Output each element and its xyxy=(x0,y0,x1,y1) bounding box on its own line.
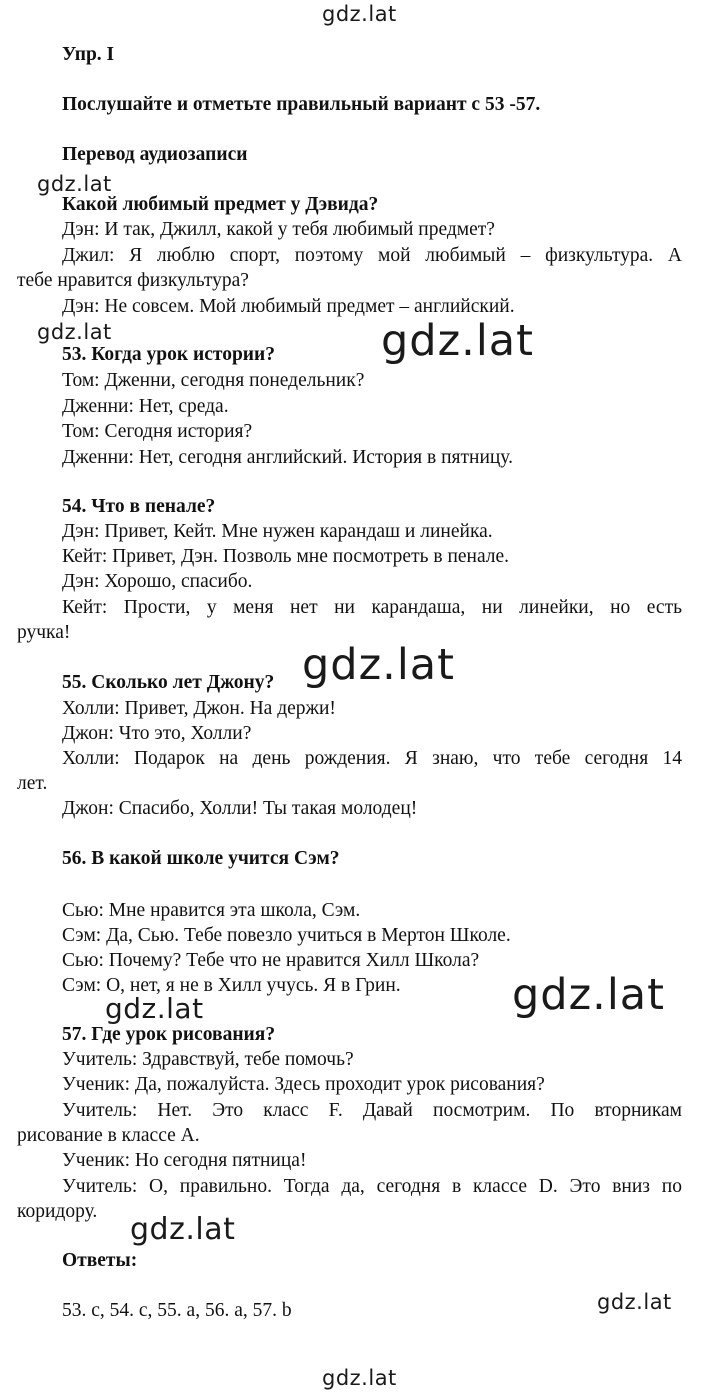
dialog-line: коридору. xyxy=(17,1201,98,1222)
task-instruction: Послушайте и отметьте правильный вариант с 53 -57. xyxy=(62,94,541,115)
dialog-line: рисование в классе A. xyxy=(17,1125,200,1146)
watermark-large: gdz.lat xyxy=(381,316,534,366)
question-54: 54. Что в пенале? xyxy=(62,496,216,517)
dialog-line: Учитель: Здравствуй, тебе помочь? xyxy=(62,1049,354,1070)
dialog-line: тебе нравится физкультура? xyxy=(17,270,249,291)
dialog-line: Учитель: О, правильно. Тогда да, сегодня в классе D. Это вниз по xyxy=(62,1176,682,1197)
dialog-line: Том: Сегодня история? xyxy=(62,421,253,442)
watermark: gdz.lat xyxy=(37,320,112,344)
dialog-line: Дженни: Нет, среда. xyxy=(62,396,229,417)
watermark: gdz.lat xyxy=(105,992,204,1025)
dialog-line: Кейт: Прости, у меня нет ни карандаша, ни линейки, но есть xyxy=(62,597,682,618)
dialog-line: Джил: Я люблю спорт, поэтому мой любимый – физкультура. А xyxy=(62,245,682,266)
dialog-line: Учитель: Нет. Это класс F. Давай посмотрим. По вторникам xyxy=(62,1100,682,1121)
answers-title: Ответы: xyxy=(62,1250,138,1271)
transcript-title: Перевод аудиозаписи xyxy=(62,144,248,165)
dialog-line: Том: Дженни, сегодня понедельник? xyxy=(62,370,365,391)
question-55: 55. Сколько лет Джону? xyxy=(62,672,275,693)
dialog-line: ручка! xyxy=(17,622,71,643)
dialog-line: лет. xyxy=(17,773,48,794)
dialog-line: Сью: Почему? Тебе что не нравится Хилл Школа? xyxy=(62,950,480,971)
watermark-large: gdz.lat xyxy=(512,970,665,1020)
watermark-top: gdz.lat xyxy=(322,2,397,26)
dialog-line: Холли: Подарок на день рождения. Я знаю, что тебе сегодня 14 xyxy=(62,748,682,769)
dialog-line: Дэн: И так, Джилл, какой у тебя любимый предмет? xyxy=(62,219,495,240)
watermark: gdz.lat xyxy=(597,1290,672,1314)
watermark: gdz.lat xyxy=(37,172,112,196)
question-57: 57. Где урок рисования? xyxy=(62,1024,276,1045)
dialog-line: Дженни: Нет, сегодня английский. История в пятницу. xyxy=(62,447,513,468)
watermark-bottom: gdz.lat xyxy=(322,1366,397,1390)
dialog-line: Сэм: О, нет, я не в Хилл учусь. Я в Грин. xyxy=(62,975,401,996)
dialog-line: Джон: Что это, Холли? xyxy=(62,723,252,744)
dialog-line: Дэн: Привет, Кейт. Мне нужен карандаш и линейка. xyxy=(62,521,493,542)
dialog-line: Кейт: Привет, Дэн. Позволь мне посмотреть в пенале. xyxy=(62,546,510,567)
answers-text: 53. c, 54. c, 55. a, 56. a, 57. b xyxy=(62,1300,292,1321)
dialog-line: Джон: Спасибо, Холли! Ты такая молодец! xyxy=(62,798,418,819)
dialog-line: Ученик: Да, пожалуйста. Здесь проходит урок рисования? xyxy=(62,1074,545,1095)
dialog-line: Сэм: Да, Сью. Тебе повезло учиться в Мертон Школе. xyxy=(62,925,511,946)
dialog-line: Ученик: Но сегодня пятница! xyxy=(62,1150,307,1171)
dialog-line: Сью: Мне нравится эта школа, Сэм. xyxy=(62,900,361,921)
exercise-number: Упр. I xyxy=(62,44,115,65)
question-56: 56. В какой школе учится Сэм? xyxy=(62,848,340,869)
dialog-line: Холли: Привет, Джон. На держи! xyxy=(62,698,336,719)
question-53: 53. Когда урок истории? xyxy=(62,344,276,365)
example-question: Какой любимый предмет у Дэвида? xyxy=(62,194,379,215)
watermark: gdz.lat xyxy=(130,1212,236,1247)
watermark-large: gdz.lat xyxy=(302,640,455,690)
dialog-line: Дэн: Хорошо, спасибо. xyxy=(62,571,253,592)
dialog-line: Дэн: Не совсем. Мой любимый предмет – английский. xyxy=(62,296,515,317)
